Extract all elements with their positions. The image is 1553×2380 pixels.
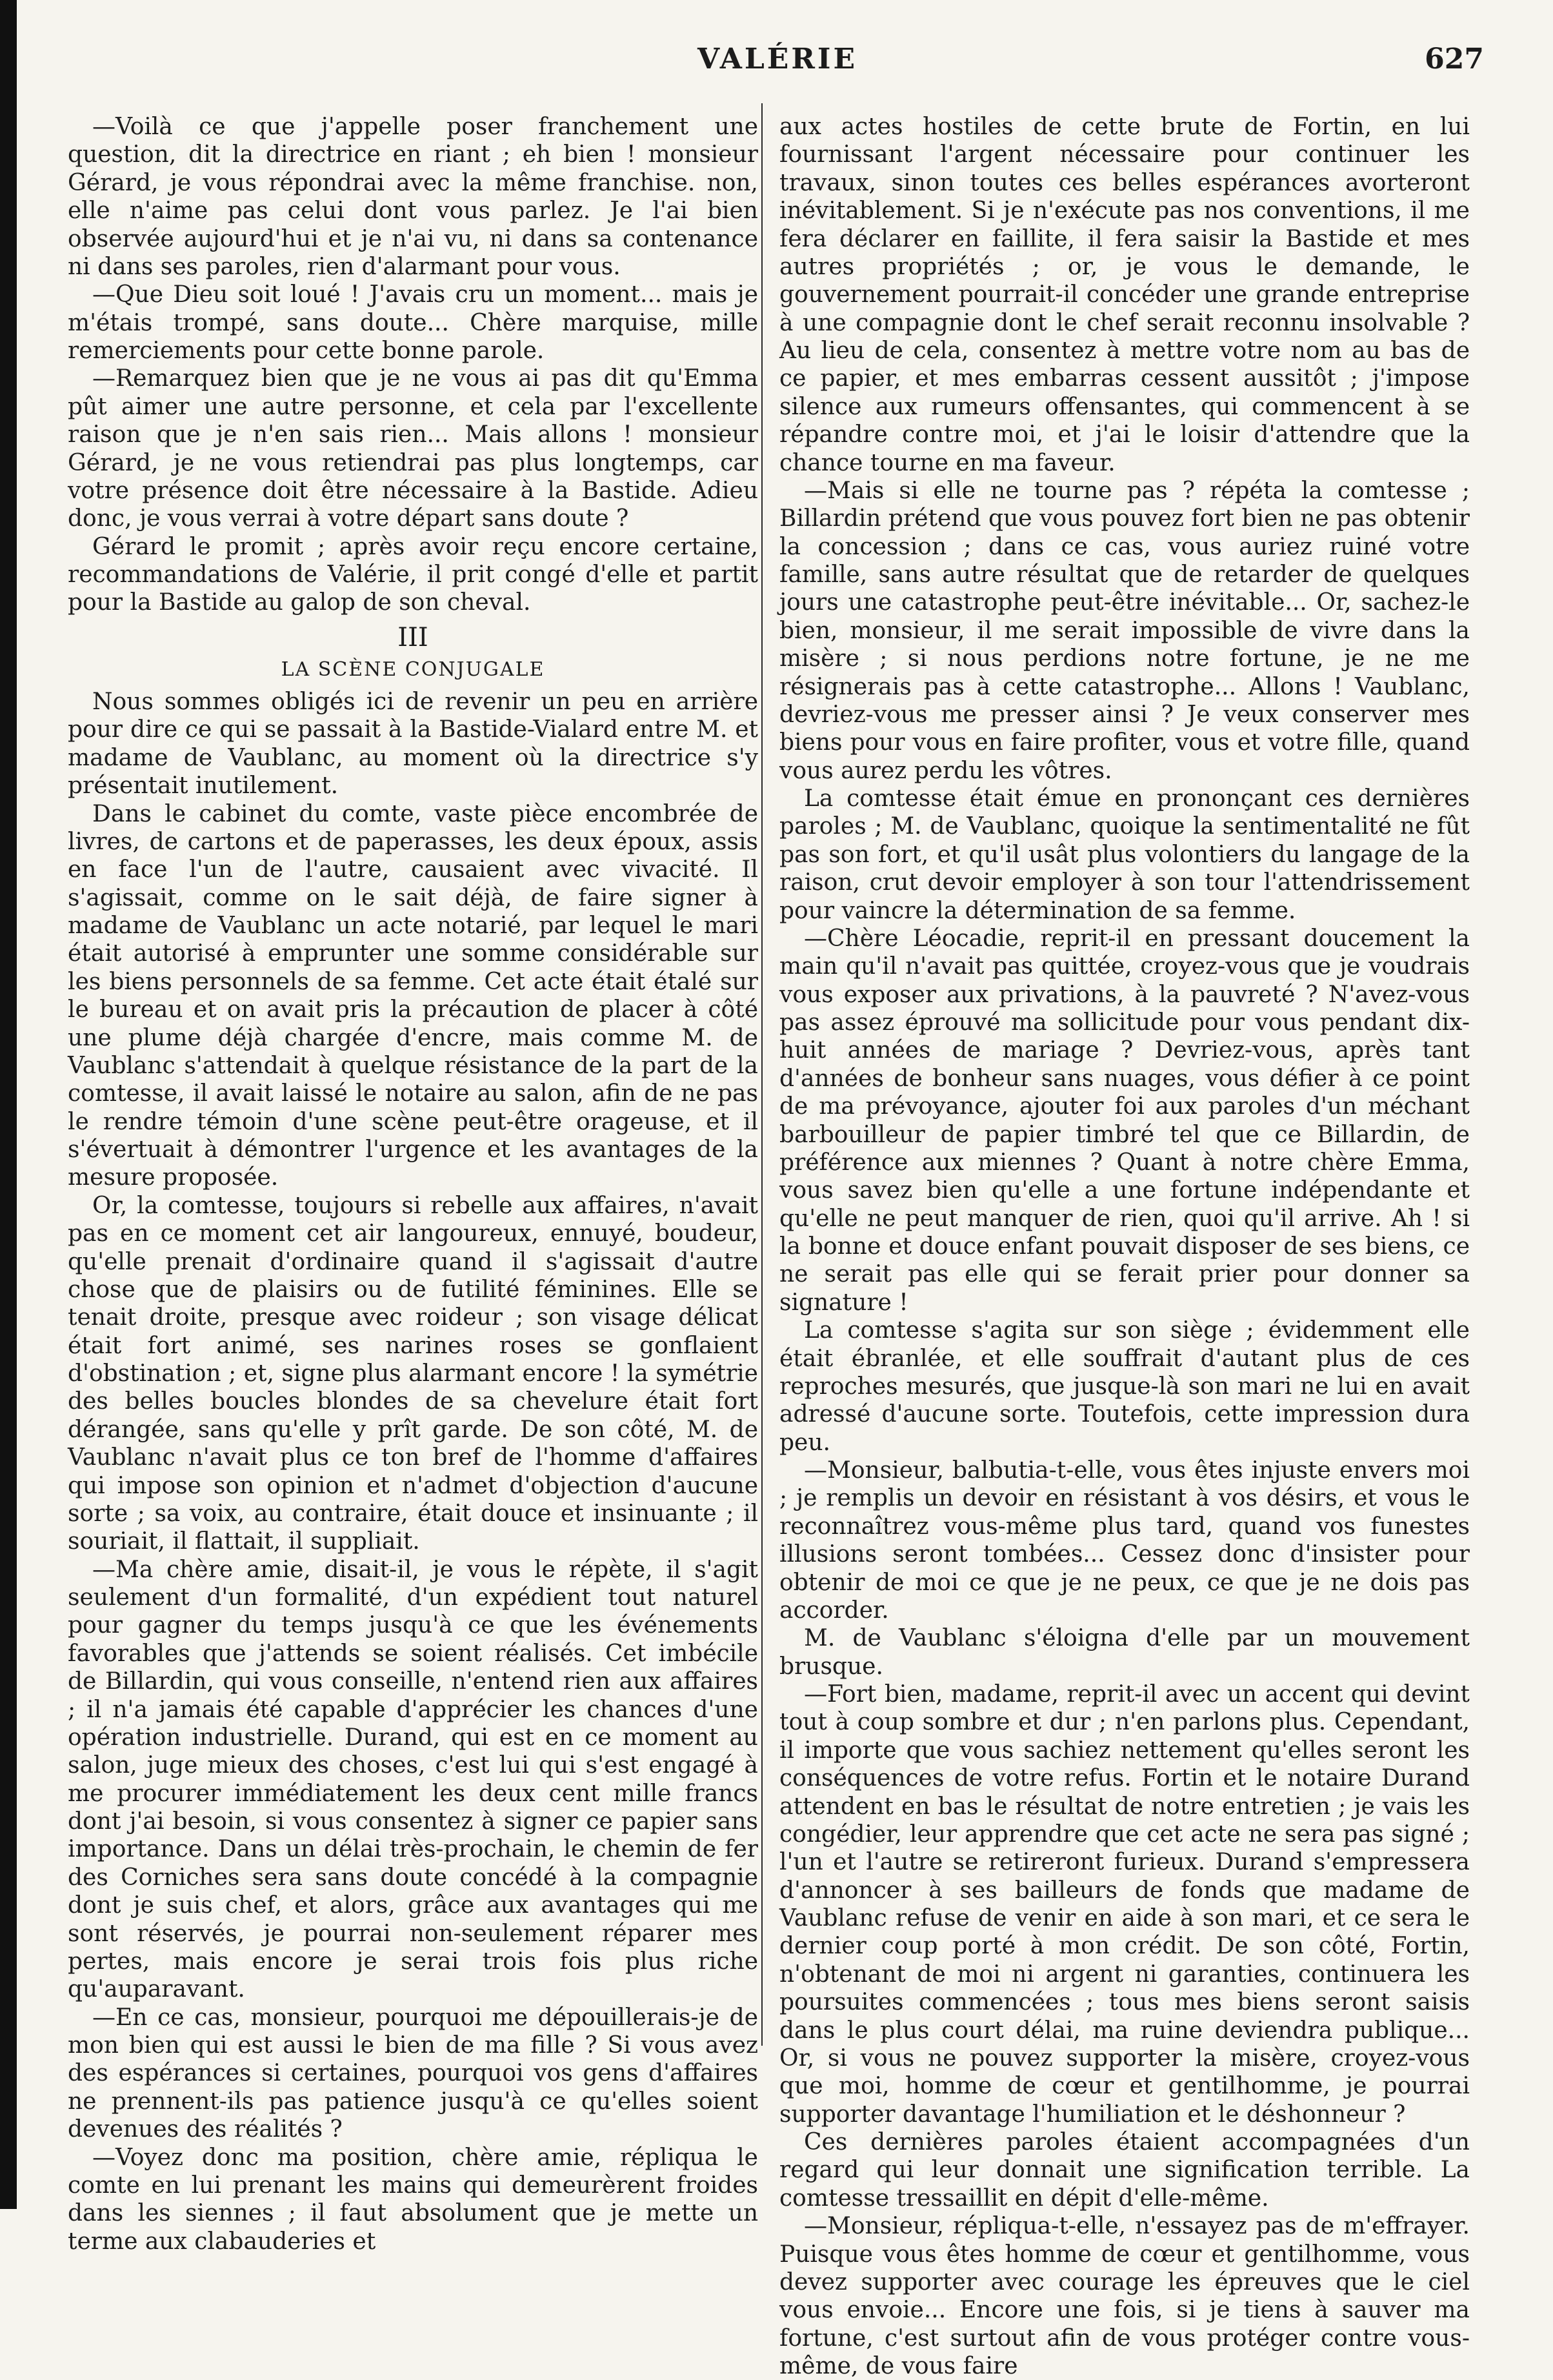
page-header xyxy=(71,36,1484,88)
paragraph: Gérard le promit ; après avoir reçu encore certaine, recommandations de Valérie, il prit congé d'elle et partit pour la Bastide au galop de son cheval. xyxy=(68,533,758,616)
running-title: VALÉRIE xyxy=(697,43,858,76)
chapter-title: LA SCÈNE CONJUGALE xyxy=(281,658,545,681)
paragraph: —Fort bien, madame, reprit-il avec un accent qui devint tout à coup sombre et dur ; n'en parlons plus. Cependant, il importe que vous sachiez nettement qu'elles seront les conséquences de votre refus. Fortin et le notaire Durand attendent en bas le résultat de notre entretien ; je vais les congédier, leur apprendre que cet acte ne sera pas signé ; l'un et l'autre se retireront furieux. Durand s'empressera d'annoncer à ses bailleurs de fonds que madame de Vaublanc refuse de venir en aide à son mari, et ce sera le dernier coup porté à mon crédit. De son côté, Fortin, n'obtenant de moi ni argent ni garanties, continuera les poursuites commencées ; tous mes biens seront saisis dans le plus court délai, ma ruine deviendra publique... Or, si vous ne pouvez supporter la misère, croyez-vous que moi, homme de cœur et gentilhomme, je pourrai supporter davantage l'humiliation et le déshonneur ? xyxy=(779,1681,1470,2128)
paragraph: Nous sommes obligés ici de revenir un peu en arrière pour dire ce qui se passait à la Bastide-Vialard entre M. et madame de Vaublanc, au moment où la directrice s'y présentait inutilement. xyxy=(68,689,758,800)
paragraph: —Ma chère amie, disait-il, je vous le répète, il s'agit seulement d'un formalité, d'un expédient tout naturel pour gagner du temps jusqu'à ce que les événements favorables que j'attends se soient réalisés. Cet imbécile de Billardin, qui vous conseille, n'entend rien aux affaires ; il n'a jamais été capable d'apprécier les chances d'une opération industrielle. Durand, qui est en ce moment au salon, juge mieux des choses, c'est lui qui s'est engagé à me procurer immédiatement les deux cent mille francs dont j'ai besoin, si vous consentez à signer ce papier sans importance. Dans un délai très-prochain, le chemin de fer des Corniches sera sans doute concédé à la compagnie dont je suis chef, et alors, grâce aux avantages qui me sont réservés, je pourrai non-seulement réparer mes pertes, mais encore je serai trois fois plus riche qu'auparavant. xyxy=(68,1556,758,2003)
right-column xyxy=(779,113,1470,2380)
column-divider xyxy=(761,103,763,2046)
paragraph: Ces dernières paroles étaient accompagnées d'un regard qui leur donnait une signification terrible. La comtesse tressaillit en dépit d'elle-même. xyxy=(779,2129,1470,2212)
paragraph: —Chère Léocadie, reprit-il en pressant doucement la main qu'il n'avait pas quittée, croyez-vous que je voudrais vous exposer aux privations, à la pauvreté ? N'avez-vous pas assez éprouvé ma sollicitude pour vous pendant dix-huit années de mariage ? Devriez-vous, après tant d'années de bonheur sans nuages, vous défier à ce point de ma prévoyance, ajouter foi aux paroles d'un méchant barbouilleur de papier timbré tel que ce Billardin, de préférence aux miennes ? Quant à notre chère Emma, vous savez bien qu'elle a une fortune indépendante et qu'elle ne peut manquer de rien, quoi qu'il arrive. Ah ! si la bonne et douce enfant pouvait disposer de ses biens, ce ne serait pas elle qui se ferait prier pour donner sa signature ! xyxy=(779,925,1470,1316)
paragraph: —Monsieur, balbutia-t-elle, vous êtes injuste envers moi ; je remplis un devoir en résistant à vos désirs, et vous le reconnaîtrez vous-même plus tard, quand vos funestes illusions seront tombées... Cessez donc d'insister pour obtenir de moi ce que je ne peux, ce que je ne dois pas accorder. xyxy=(779,1457,1470,1624)
paragraph: La comtesse était émue en prononçant ces dernières paroles ; M. de Vaublanc, quoique la sentimentalité ne fût pas son fort, et qu'il usât plus volontiers du langage de la raison, crut devoir employer à son tour l'attendrissement pour vaincre la détermination de sa femme. xyxy=(779,785,1470,924)
paragraph: —Mais si elle ne tourne pas ? répéta la comtesse ; Billardin prétend que vous pouvez fort bien ne pas obtenir la concession ; dans ce cas, vous auriez ruiné votre famille, sans autre résultat que de retarder de quelques jours une catastrophe peut-être inévitable... Or, sachez-le bien, monsieur, il me serait impossible de vivre dans la misère ; si nous perdions notre fortune, je ne me résignerais pas à cette catastrophe... Allons ! Vaublanc, devriez-vous me presser ainsi ? Je veux conserver mes biens pour vous en faire profiter, vous et votre fille, quand vous aurez perdu les vôtres. xyxy=(779,477,1470,784)
scan-edge xyxy=(0,0,17,2209)
paragraph: —En ce cas, monsieur, pourquoi me dépouillerais-je de mon bien qui est aussi le bien de ma fille ? Si vous avez des espérances si certaines, pourquoi vos gens d'affaires ne prennent-ils pas patience jusqu'à ce qu'elles soient devenues des réalités ? xyxy=(68,2004,758,2143)
chapter-number: III xyxy=(397,622,428,652)
paragraph-continued: aux actes hostiles de cette brute de Fortin, en lui fournissant l'argent nécessaire pour continuer les travaux, sinon toutes ces belles espérances avorteront inévitablement. Si je n'exécute pas nos conventions, il me fera déclarer en faillite, il fera saisir la Bastide et mes autres propriétés ; or, je vous le demande, le gouvernement pourrait-il concéder une grande entreprise à une compagnie dont le chef serait reconnu insolvable ? Au lieu de cela, consentez à mettre votre nom au bas de ce papier, et mes embarras cessent aussitôt ; j'impose silence aux rumeurs offensantes, qui commencent à se répandre contre moi, et j'ai le loisir d'attendre que la chance tourne en ma faveur. xyxy=(779,114,1470,476)
paragraph: —Que Dieu soit loué ! J'avais cru un moment... mais je m'étais trompé, sans doute... Chère marquise, mille remerciements pour cette bonne parole. xyxy=(68,281,758,364)
paragraph: La comtesse s'agita sur son siège ; évidemment elle était ébranlée, et elle souffrait d'autant plus de ces reproches mesurés, que jusque-là son mari ne lui en avait adressé d'aucune sorte. Toutefois, cette impression dura peu. xyxy=(779,1317,1470,1456)
paragraph: —Voyez donc ma position, chère amie, répliqua le comte en lui prenant les mains qui demeurèrent froides dans les siennes ; il faut absolument que je mette un terme aux clabauderies et xyxy=(68,2144,758,2255)
paragraph: —Voilà ce que j'appelle poser franchement une question, dit la directrice en riant ; eh bien ! monsieur Gérard, je vous répondrai avec la même franchise. non, elle n'aime pas celui dont vous parlez. Je l'ai bien observée aujourd'hui et je n'ai vu, ni dans sa contenance ni dans ses paroles, rien d'alarmant pour vous. xyxy=(68,114,758,280)
paragraph: Or, la comtesse, toujours si rebelle aux affaires, n'avait pas en ce moment cet air langoureux, ennuyé, boudeur, qu'elle prenait d'ordinaire quand il s'agissait d'autre chose que de plaisirs ou de futilité féminines. Elle se tenait droite, presque avec roideur ; son visage délicat était fort animé, ses narines roses se gonflaient d'obstination ; et, signe plus alarmant encore ! la symétrie des belles boucles blondes de sa chevelure était fort dérangée, sans qu'elle y prît garde. De son côté, M. de Vaublanc n'avait plus ce ton bref de l'homme d'affaires qui impose son opinion et n'admet d'objection d'aucune sorte ; sa voix, au contraire, était douce et insinuante ; il souriait, il flattait, il suppliait. xyxy=(68,1192,758,1555)
paragraph: Dans le cabinet du comte, vaste pièce encombrée de livres, de cartons et de paperasses, les deux époux, assis en face l'un de l'autre, causaient avec vivacité. Il s'agissait, comme on le sait déjà, de faire signer à madame de Vaublanc un acte notarié, par lequel le mari était autorisé à emprunter une somme considérable sur les biens personnels de sa femme. Cet acte était étalé sur le bureau et on avait pris la précaution de placer à côté une plume déjà chargée d'encre, mais comme M. de Vaublanc s'attendait à quelque résistance de la part de la comtesse, il avait laissé le notaire au salon, afin de ne pas le rendre témoin d'une scène peut-être orageuse, et il s'évertuait à démontrer l'urgence et les avantages de la mesure proposée. xyxy=(68,800,758,1191)
paragraph: —Monsieur, répliqua-t-elle, n'essayez pas de m'effrayer. Puisque vous êtes homme de cœur et gentilhomme, vous devez supporter avec courage les épreuves que le ciel vous envoie... Encore une fois, si je tiens à sauver ma fortune, c'est surtout afin de vous protéger contre vous-même, de vous faire xyxy=(779,2213,1470,2379)
paragraph: M. de Vaublanc s'éloigna d'elle par un mouvement brusque. xyxy=(779,1625,1470,1680)
page-number: 627 xyxy=(1425,43,1484,76)
left-column xyxy=(68,113,758,2255)
paragraph: —Remarquez bien que je ne vous ai pas dit qu'Emma pût aimer une autre personne, et cela par l'excellente raison que je n'en sais rien... Mais allons ! monsieur Gérard, je ne vous retiendrai pas plus longtemps, car votre présence doit être nécessaire à la Bastide. Adieu donc, je vous verrai à votre départ sans doute ? xyxy=(68,365,758,532)
